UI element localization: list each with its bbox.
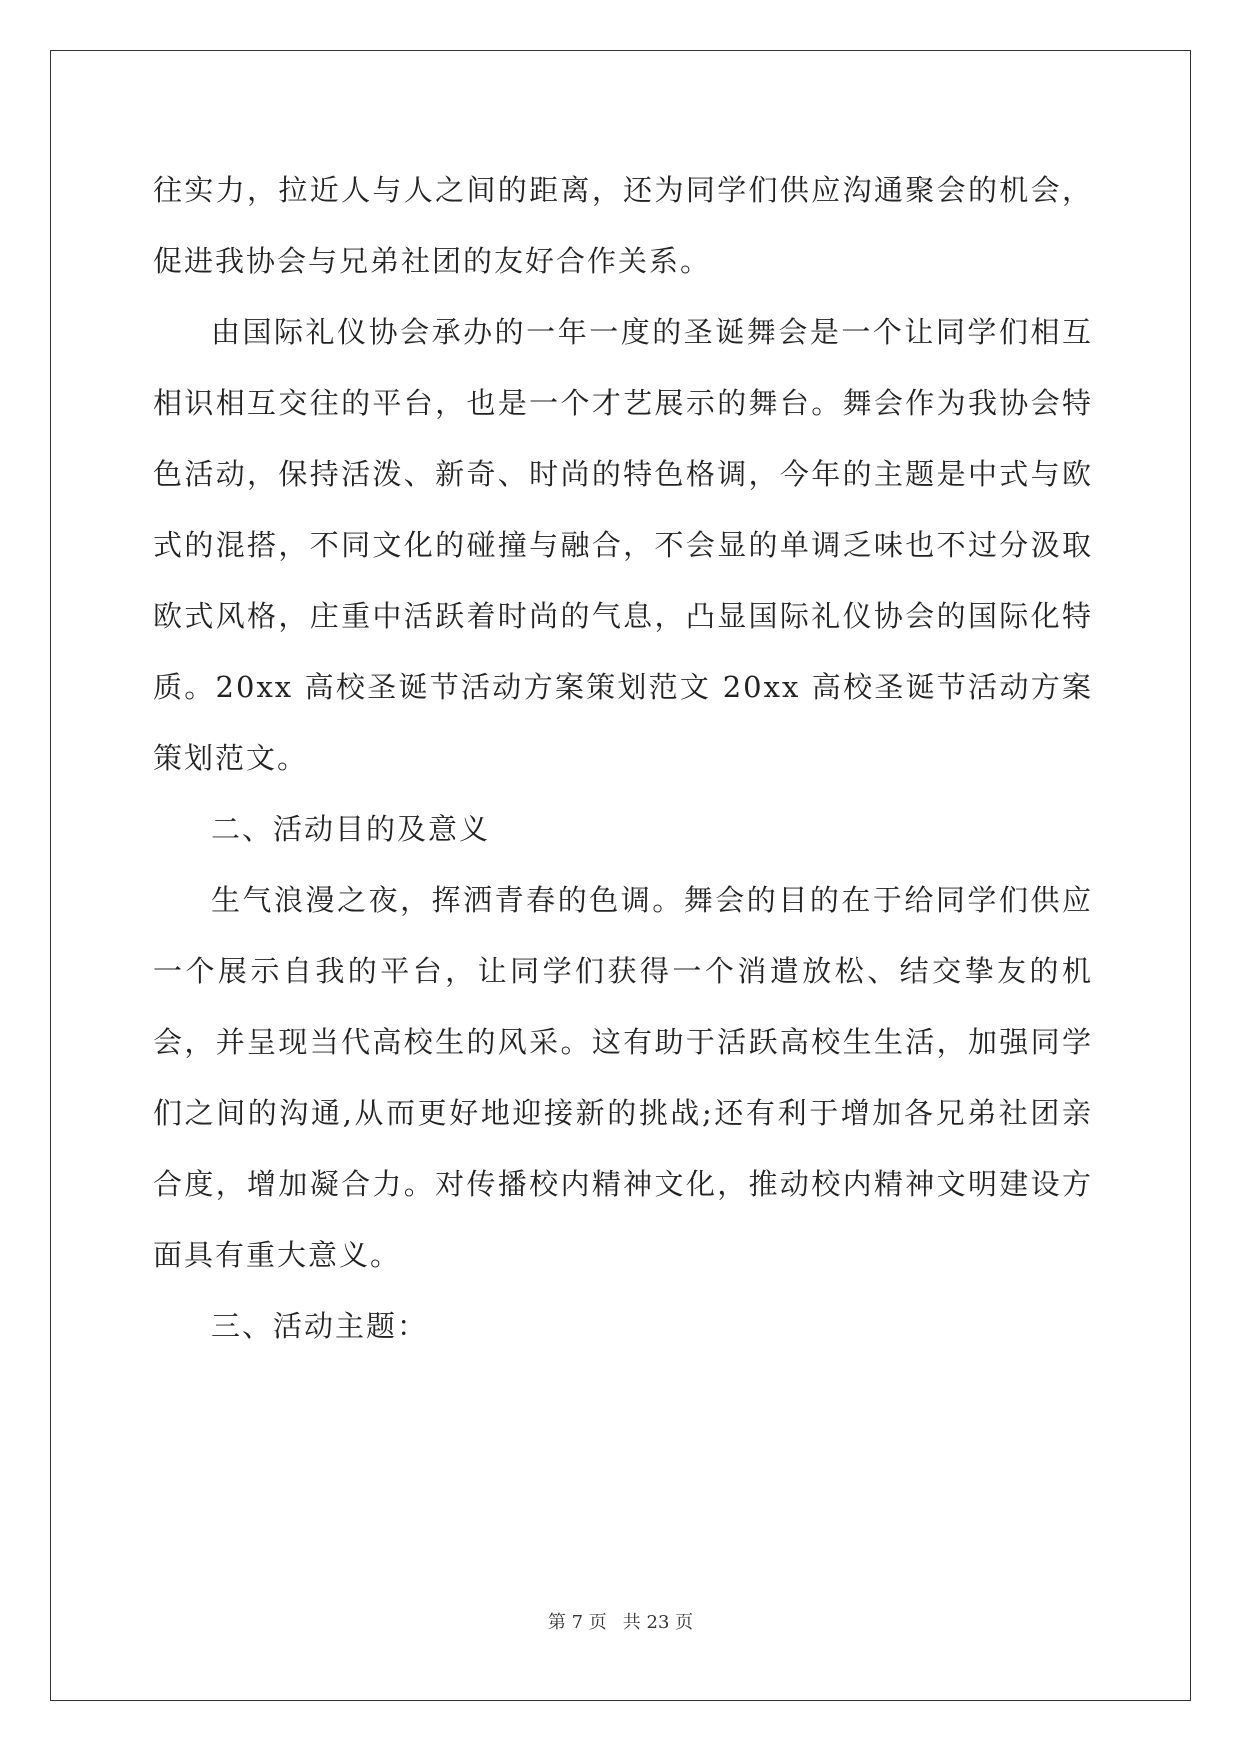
page-total: 共 23 页: [622, 1612, 694, 1633]
page-footer: [0, 1608, 1241, 1634]
page-number: 第 7 页: [547, 1612, 607, 1633]
section-heading-3: 三、活动主题：: [211, 1309, 429, 1343]
paragraph-3: 生气浪漫之夜，挥洒青春的色调。舞会的目的在于给同学们供应一个展示自我的平台，让同学们获得一个消遣放松、结交挚友的机会，并呈现当代高校生的风采。这有助于活跃高校生生活，加强同学们之间的沟通,从而更好地迎接新的挑战;还有利于增加各兄弟社团亲合度，增加凝合力。对传播校内精神文化，推动校内精神文明建设方面具有重大意义。: [153, 883, 1093, 1272]
section-heading-2: 二、活动目的及意义: [211, 812, 491, 846]
paragraph-1: 往实力，拉近人与人之间的距离，还为同学们供应沟通聚会的机会，促进我协会与兄弟社团的友好合作关系。: [153, 173, 1093, 278]
document-body: [153, 155, 1093, 1362]
paragraph-2: 由国际礼仪协会承办的一年一度的圣诞舞会是一个让同学们相互相识相互交往的平台，也是一个才艺展示的舞台。舞会作为我协会特色活动，保持活泼、新奇、时尚的特色格调，今年的主题是中式与欧式的混搭，不同文化的碰撞与融合，不会显的单调乏味也不过分汲取欧式风格，庄重中活跃着时尚的气息，凸显国际礼仪协会的国际化特质。20xx 高校圣诞节活动方案策划范文 20xx 高校圣诞节活动方案策划范文。: [153, 315, 1093, 775]
